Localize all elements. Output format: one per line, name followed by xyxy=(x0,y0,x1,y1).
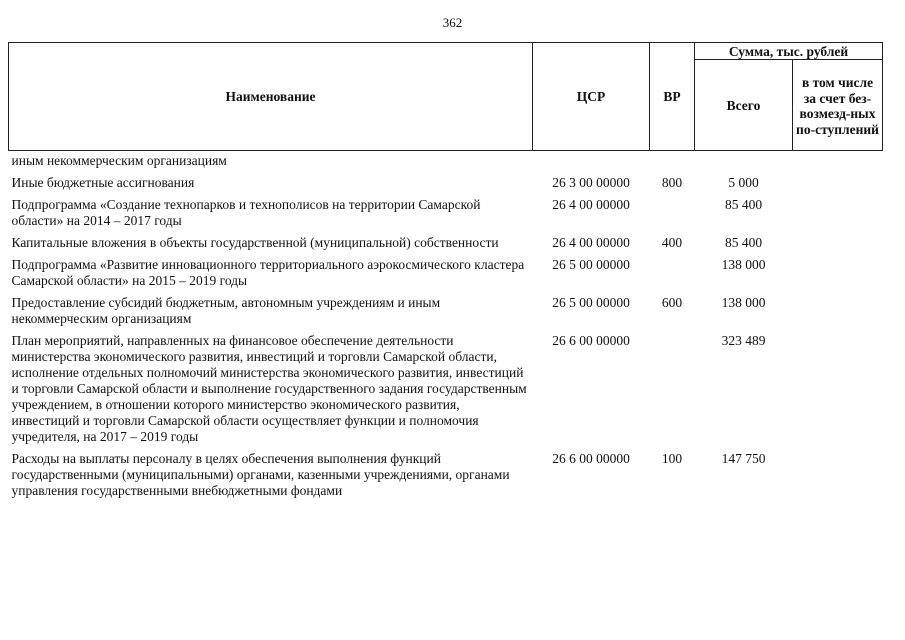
header-including: в том числе за счет без-возмезд-ных по-ступлений xyxy=(793,60,883,151)
row-total: 138 000 xyxy=(721,295,766,310)
header-csr: ЦСР xyxy=(533,43,650,151)
row-vr xyxy=(650,194,695,232)
header-total: Всего xyxy=(695,60,793,151)
row-name: План мероприятий, направленных на финансовое обеспечение деятельности министерства экономического развития, инвестиций и торговли Самарской области, исполнение отдельных полномочий министерства экономического развития, инвестиций и торговли Самарской области и выполнение государственного задания государственным учреждением, в отношении которого министерство экономического развития, инвестиций и торговли Самарской области осуществляет функции и полномочия учредителя, на 2017 – 2019 годы xyxy=(11,333,527,444)
row-including xyxy=(793,254,883,292)
row-name: Капитальные вложения в объекты государственной (муниципальной) собственности xyxy=(11,235,499,250)
row-total: 85 400 xyxy=(724,235,763,250)
row-name: Расходы на выплаты персоналу в целях обеспечения выполнения функций государственными (муниципальными) органами, казенными учреждениями, органами управления государственными внебюджетными фондами xyxy=(11,451,510,498)
table-row xyxy=(9,254,883,292)
row-name: Подпрограмма «Создание технопарков и технополисов на территории Самарской области» на 2014 – 2017 годы xyxy=(11,197,481,228)
row-including xyxy=(793,448,883,502)
row-vr xyxy=(650,151,695,173)
row-csr: 26 4 00 00000 xyxy=(552,197,630,212)
row-name: Иные бюджетные ассигнования xyxy=(11,175,195,190)
row-name: Подпрограмма «Развитие инновационного территориального аэрокосмического кластера Самарской области» на 2015 – 2019 годы xyxy=(11,257,525,288)
table-row xyxy=(9,151,883,173)
table-row xyxy=(9,292,883,330)
row-including xyxy=(793,172,883,194)
row-vr xyxy=(650,254,695,292)
row-total xyxy=(695,151,793,173)
budget-table xyxy=(8,42,883,502)
row-vr: 100 xyxy=(661,451,683,466)
header-sum: Сумма, тыс. рублей xyxy=(695,43,883,60)
row-total: 5 000 xyxy=(728,175,759,190)
header-vr: ВР xyxy=(650,43,695,151)
row-total: 147 750 xyxy=(721,451,766,466)
row-vr xyxy=(650,330,695,448)
page-number: 362 xyxy=(442,15,463,30)
row-vr: 600 xyxy=(661,295,683,310)
row-including xyxy=(793,151,883,173)
row-total: 323 489 xyxy=(721,333,766,348)
table-row xyxy=(9,194,883,232)
row-total: 138 000 xyxy=(721,257,766,272)
row-csr: 26 5 00 00000 xyxy=(552,257,630,272)
row-including xyxy=(793,232,883,254)
row-csr xyxy=(533,151,650,173)
row-including xyxy=(793,194,883,232)
row-csr: 26 5 00 00000 xyxy=(552,295,630,310)
row-csr: 26 4 00 00000 xyxy=(552,235,630,250)
row-including xyxy=(793,292,883,330)
header-name: Наименование xyxy=(9,43,533,151)
row-total: 85 400 xyxy=(724,197,763,212)
table-row xyxy=(9,232,883,254)
row-vr: 800 xyxy=(661,175,683,190)
table-row xyxy=(9,448,883,502)
table-body xyxy=(9,151,883,503)
table-row xyxy=(9,172,883,194)
table-header xyxy=(9,43,883,151)
row-vr: 400 xyxy=(661,235,683,250)
row-csr: 26 3 00 00000 xyxy=(552,175,630,190)
table-row xyxy=(9,330,883,448)
row-name: Предоставление субсидий бюджетным, автономным учреждениям и иным некоммерческим организациям xyxy=(11,295,441,326)
row-name: иным некоммерческим организациям xyxy=(11,153,227,168)
row-csr: 26 6 00 00000 xyxy=(552,451,630,466)
row-including xyxy=(793,330,883,448)
row-csr: 26 6 00 00000 xyxy=(552,333,630,348)
